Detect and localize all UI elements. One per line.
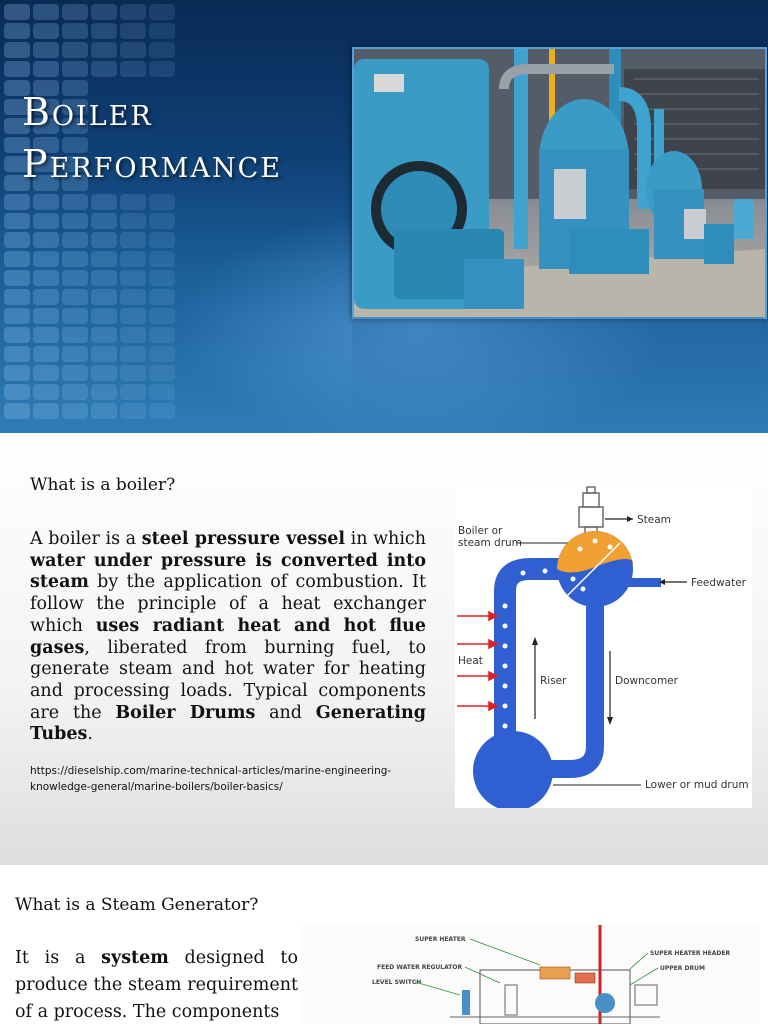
decorative-tile bbox=[149, 403, 175, 419]
decorative-tile bbox=[62, 232, 88, 248]
para-text: by the application of combustion. It follow the principle of a heat exchanger which bbox=[30, 572, 426, 636]
decorative-tile bbox=[4, 384, 30, 400]
para-bold: Boiler Drums bbox=[115, 702, 256, 723]
decorative-tile bbox=[62, 270, 88, 286]
decorative-tile bbox=[91, 213, 117, 229]
decorative-tile bbox=[149, 251, 175, 267]
label-super-heater: SUPER HEATER bbox=[415, 936, 466, 943]
decorative-tile bbox=[62, 194, 88, 210]
decorative-tile bbox=[33, 61, 59, 77]
decorative-tile bbox=[91, 194, 117, 210]
decorative-tile bbox=[33, 213, 59, 229]
decorative-tile bbox=[120, 42, 146, 58]
boiler-definition-paragraph bbox=[30, 529, 426, 746]
boiler-definition-slide bbox=[0, 433, 768, 865]
boiler-room-photo bbox=[352, 47, 767, 319]
para-text: . bbox=[87, 724, 93, 745]
decorative-tile bbox=[120, 289, 146, 305]
label-feed-water-regulator: FEED WATER REGULATOR bbox=[377, 964, 463, 971]
para-text: A boiler is a bbox=[30, 529, 142, 549]
source-link[interactable]: https://dieselship.com/marine-technical-articles/marine-engineering-knowledge-general/marine-boilers/boiler-basics/ bbox=[30, 765, 392, 793]
decorative-tile bbox=[149, 232, 175, 248]
decorative-tile bbox=[120, 232, 146, 248]
decorative-tile bbox=[120, 384, 146, 400]
decorative-tile bbox=[120, 270, 146, 286]
decorative-tile bbox=[62, 308, 88, 324]
decorative-tile bbox=[91, 232, 117, 248]
photo-reflection bbox=[352, 317, 763, 433]
decorative-tile bbox=[62, 403, 88, 419]
decorative-tile bbox=[91, 346, 117, 362]
decorative-tile bbox=[149, 365, 175, 381]
decorative-tile bbox=[33, 346, 59, 362]
decorative-tile bbox=[91, 4, 117, 20]
label-riser: Riser bbox=[540, 675, 567, 687]
steam-generator-diagram bbox=[300, 925, 760, 1024]
decorative-tile bbox=[4, 365, 30, 381]
decorative-tile bbox=[120, 308, 146, 324]
decorative-tile bbox=[120, 23, 146, 39]
decorative-tile bbox=[33, 251, 59, 267]
decorative-tile bbox=[4, 289, 30, 305]
decorative-tile bbox=[91, 42, 117, 58]
decorative-tile bbox=[149, 213, 175, 229]
decorative-tile bbox=[91, 23, 117, 39]
decorative-tile bbox=[33, 384, 59, 400]
decorative-tile bbox=[33, 232, 59, 248]
steam-generator-paragraph bbox=[15, 945, 298, 1026]
title-line-2: Performance bbox=[22, 142, 282, 186]
decorative-tile bbox=[149, 23, 175, 39]
decorative-tile bbox=[91, 270, 117, 286]
decorative-tile bbox=[4, 308, 30, 324]
decorative-tile bbox=[33, 289, 59, 305]
decorative-tile bbox=[4, 23, 30, 39]
decorative-tile bbox=[62, 42, 88, 58]
decorative-tile bbox=[62, 213, 88, 229]
decorative-tile bbox=[91, 327, 117, 343]
decorative-tile bbox=[4, 270, 30, 286]
decorative-tile bbox=[4, 327, 30, 343]
decorative-tile bbox=[4, 346, 30, 362]
decorative-tile bbox=[62, 327, 88, 343]
decorative-tile bbox=[4, 232, 30, 248]
decorative-tile bbox=[91, 384, 117, 400]
decorative-tile bbox=[149, 194, 175, 210]
label-heat: Heat bbox=[458, 655, 483, 667]
label-steam: Steam bbox=[637, 514, 671, 526]
decorative-tile bbox=[91, 403, 117, 419]
decorative-tile bbox=[62, 384, 88, 400]
decorative-tile bbox=[149, 384, 175, 400]
label-super-heater-header: SUPER HEATER HEADER bbox=[650, 950, 731, 957]
decorative-tile bbox=[4, 403, 30, 419]
label-feedwater: Feedwater bbox=[691, 577, 746, 589]
title-line-1: Boiler bbox=[22, 90, 153, 134]
decorative-tile bbox=[33, 365, 59, 381]
para-text: and bbox=[255, 702, 316, 723]
steam-generator-question: What is a Steam Generator? bbox=[15, 895, 259, 915]
label-level-switch: LEVEL SWITCH bbox=[372, 979, 422, 986]
decorative-tile bbox=[4, 4, 30, 20]
decorative-tile bbox=[120, 346, 146, 362]
para-text: designed to produce the steam requirement of a process. The components bbox=[15, 948, 298, 1022]
decorative-tile bbox=[33, 42, 59, 58]
decorative-tile bbox=[4, 42, 30, 58]
para-bold: system bbox=[101, 948, 169, 968]
decorative-tile bbox=[120, 251, 146, 267]
decorative-tile bbox=[33, 327, 59, 343]
decorative-tile bbox=[120, 61, 146, 77]
decorative-tile bbox=[91, 365, 117, 381]
decorative-tile bbox=[33, 194, 59, 210]
label-boiler-drum: Boiler or steam drum bbox=[458, 525, 522, 549]
decorative-tile bbox=[4, 213, 30, 229]
decorative-tile bbox=[120, 213, 146, 229]
decorative-tile bbox=[33, 270, 59, 286]
decorative-tile bbox=[62, 346, 88, 362]
steam-generator-slide bbox=[0, 865, 768, 1024]
title-slide bbox=[0, 0, 768, 433]
decorative-tile bbox=[120, 4, 146, 20]
para-text: It is a bbox=[15, 948, 102, 968]
boiler-question: What is a boiler? bbox=[30, 475, 176, 495]
decorative-tile bbox=[62, 289, 88, 305]
decorative-tile bbox=[149, 4, 175, 20]
decorative-tile bbox=[120, 365, 146, 381]
decorative-tile bbox=[62, 251, 88, 267]
decorative-tile bbox=[33, 4, 59, 20]
label-mud-drum: Lower or mud drum bbox=[645, 779, 749, 791]
decorative-tile bbox=[149, 42, 175, 58]
label-upper-drum: UPPER DRUM bbox=[660, 965, 705, 972]
decorative-tile bbox=[91, 289, 117, 305]
decorative-tile bbox=[149, 289, 175, 305]
para-bold: steel pressure vessel bbox=[141, 529, 345, 549]
decorative-tile bbox=[62, 4, 88, 20]
decorative-tile bbox=[91, 61, 117, 77]
decorative-tile bbox=[33, 23, 59, 39]
para-bold: uses radiant heat and hot flue gases bbox=[30, 615, 426, 658]
para-text: , liberated from burning fuel, to generate steam and hot water for heating and processing loads. Typical components are the bbox=[30, 637, 426, 723]
decorative-tile bbox=[33, 308, 59, 324]
label-downcomer: Downcomer bbox=[615, 675, 678, 687]
decorative-tile bbox=[120, 327, 146, 343]
decorative-tile bbox=[149, 61, 175, 77]
decorative-tile bbox=[62, 61, 88, 77]
decorative-tile bbox=[62, 23, 88, 39]
decorative-tile bbox=[91, 251, 117, 267]
slide-title bbox=[22, 86, 282, 190]
decorative-tile bbox=[149, 270, 175, 286]
para-bold: Generating Tubes bbox=[30, 702, 426, 745]
decorative-tile bbox=[62, 365, 88, 381]
decorative-tile bbox=[91, 308, 117, 324]
decorative-tile bbox=[149, 346, 175, 362]
para-bold: water under pressure is converted into steam bbox=[30, 550, 426, 593]
decorative-tile bbox=[120, 403, 146, 419]
decorative-tile bbox=[120, 194, 146, 210]
para-text: in which bbox=[345, 529, 426, 549]
decorative-tile bbox=[4, 251, 30, 267]
boiler-diagram bbox=[455, 481, 752, 808]
decorative-tile bbox=[4, 61, 30, 77]
decorative-tile bbox=[4, 194, 30, 210]
decorative-tile bbox=[33, 403, 59, 419]
